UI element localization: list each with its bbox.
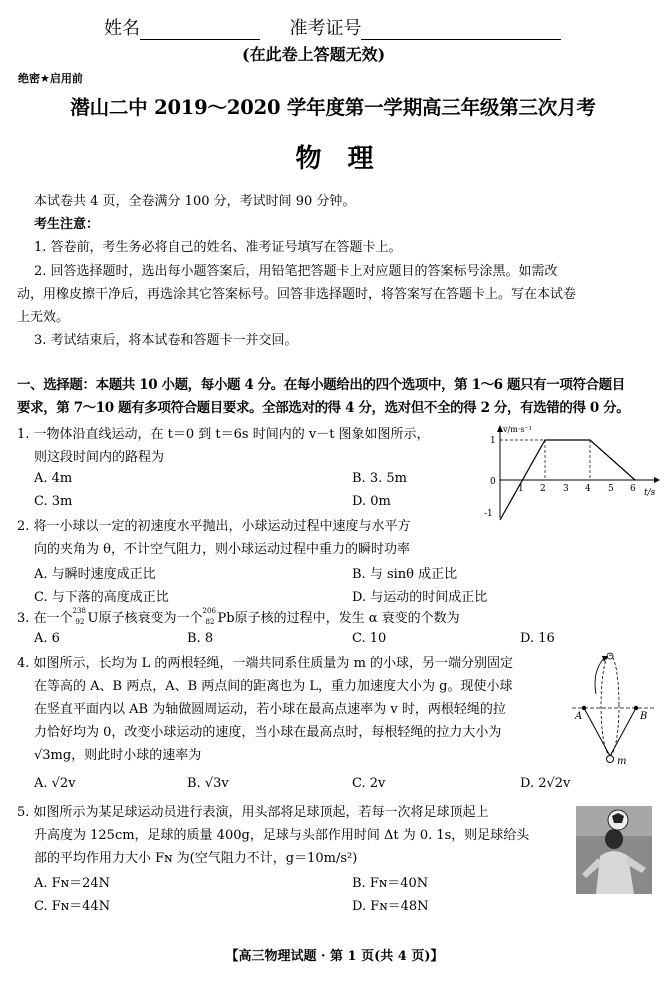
exam-title: 潜山二中 2019～2020 学年度第一学期高三年级第三次月考: [70, 96, 596, 119]
ball-m: [607, 756, 614, 763]
u-symbol: U: [87, 611, 99, 626]
uranium-nuclide-indices: [72, 606, 88, 626]
q3-stem: [17, 607, 460, 630]
q3-stem-part-1: 3. 在一个: [17, 611, 73, 626]
pb-atomic-number: 82: [205, 617, 215, 626]
q5-option-d: D. Fɴ＝48N: [352, 899, 429, 914]
q4-stem-line-1: 4. 如图所示，长均为 L 的两根轻绳，一端共同系住质量为 m 的小球，另一端分别固定: [17, 656, 514, 671]
q3-option-d: D. 16: [520, 631, 555, 646]
u-atomic-number: 92: [75, 617, 85, 626]
q2-option-a: A. 与瞬时速度成正比: [34, 567, 156, 582]
q4-option-d: D. 2√2v: [520, 776, 571, 791]
rope-a: [584, 708, 610, 756]
q1-option-b: B. 3. 5m: [352, 471, 407, 486]
pb-mass-number: 206: [202, 606, 216, 615]
u-mass-number: 238: [72, 606, 86, 615]
q4-stem-line-3: 在竖直平面内以 AB 为轴做圆周运动，若小球在最高点速率为 v 时，两根轻绳的拉: [34, 702, 506, 717]
section-1-line-1: 一、选择题：本题共 10 小题，每小题 4 分。在每小题给出的四个选项中，第 1～6 题只有一项符合题目: [17, 377, 625, 393]
q5-option-b: B. Fɴ＝40N: [352, 876, 429, 891]
x-tick-6: 6: [630, 484, 636, 494]
label-a: A: [575, 711, 583, 722]
y-tick-minus-1: -1: [484, 509, 493, 519]
circular-path: [601, 655, 619, 755]
q2-stem-line-1: 2. 将一小球以一定的初速度水平抛出，小球运动过程中速度与水平方: [17, 519, 411, 534]
q4-option-a: A. √2v: [34, 776, 76, 791]
q5-option-c: C. Fɴ＝44N: [34, 899, 111, 914]
q4-stem-line-5: √3mg，则此时小球的速率为: [34, 748, 202, 763]
x-tick-3: 3: [563, 484, 569, 494]
q4-stem-line-2: 在等高的 A、B 两点，A、B 两点间的距离也为 L，重力加速度大小为 g。现使小球: [34, 679, 513, 694]
q3-stem-part-3: 原子核的过程中，发生 α 衰变的个数为: [234, 611, 460, 626]
y-tick-0: 0: [490, 477, 496, 487]
q5-option-a: A. Fɴ＝24N: [34, 876, 110, 891]
page-footer: 【高三物理试题 · 第 1 页(共 4 页)】: [225, 949, 444, 964]
name-label: 姓名: [104, 18, 140, 39]
y-tick-1: 1: [490, 436, 496, 446]
exam-no-blank: [361, 19, 561, 40]
q2-stem-line-2: 向的夹角为 θ，不计空气阻力，则小球运动过程中重力的瞬时功率: [34, 542, 410, 557]
x-tick-2: 2: [540, 484, 546, 494]
q5-stem-line-1: 5. 如图所示为某足球运动员进行表演，用头部将足球顶起，若每一次将足球顶起上: [17, 805, 489, 820]
pb-symbol: Pb: [217, 611, 235, 626]
label-m: m: [617, 756, 627, 767]
q1-option-c: C. 3m: [34, 494, 73, 509]
lead-nuclide-indices: [202, 606, 218, 626]
exam-no-label: 准考证号: [289, 18, 362, 39]
q1-vt-graph: [478, 420, 664, 522]
q3-option-a: A. 6: [34, 631, 60, 646]
q3-option-c: C. 10: [352, 631, 387, 646]
q1-option-d: D. 0m: [352, 494, 391, 509]
label-b: B: [640, 711, 648, 722]
instruction-item-2-line3: 上无效。: [17, 310, 70, 325]
name-blank: [140, 19, 260, 40]
rope-b: [610, 708, 636, 756]
q5-stem-line-3: 部的平均作用力大小 Fɴ 为(空气阻力不计，g＝10m/s²): [34, 851, 358, 866]
notice-title: 考生注意：: [34, 217, 100, 232]
player-head: [605, 829, 623, 849]
q1-stem-line-2: 则这段时间内的路程为: [34, 450, 165, 465]
q3-option-b: B. 8: [187, 631, 214, 646]
candidate-info-line: [104, 14, 561, 40]
q3-stem-part-2: 原子核衰变为一个: [98, 611, 203, 626]
x-tick-5: 5: [608, 484, 614, 494]
q5-stem-line-2: 升高度为 125cm，足球的质量 400g，足球与头部作用时间 Δt 为 0. 1s，则足球给头: [34, 828, 530, 843]
q2-option-c: C. 与下落的高度成正比: [34, 590, 169, 605]
secret-label: 绝密★启用前: [18, 72, 83, 85]
instruction-item-3: 3. 考试结束后，将本试卷和答题卡一并交回。: [34, 333, 298, 348]
instruction-item-1: 1. 答卷前，考生务必将自己的姓名、准考证号填写在答题卡上。: [34, 240, 402, 255]
y-axis-label: v/m·s⁻¹: [503, 425, 532, 434]
q5-football-player-photo: [576, 806, 652, 894]
q4-rope-ball-figure: [572, 650, 660, 770]
subject-title: 物 理: [295, 144, 374, 174]
instruction-item-2-line2: 动，用橡皮擦干净后，再选涂其它答案标号。回答非选择题时，将答案写在答题卡上。写在本试卷: [17, 287, 577, 302]
invalid-note: (在此卷上答题无效): [242, 45, 386, 64]
q2-option-b: B. 与 sinθ 成正比: [352, 567, 458, 582]
x-axis-label: t/s: [644, 488, 656, 498]
q2-option-d: D. 与运动的时间成正比: [352, 590, 488, 605]
instructions-intro: 本试卷共 4 页，全卷满分 100 分，考试时间 90 分钟。: [34, 194, 356, 209]
x-axis-arrow: [654, 477, 660, 483]
q1-option-a: A. 4m: [34, 471, 73, 486]
q4-option-b: B. √3v: [187, 776, 229, 791]
section-1-line-2: 要求，第 7～10 题有多项符合题目要求。全部选对的得 4 分，选对但不全的得 2 分，有选错的得 0 分。: [17, 400, 630, 416]
q1-stem-line-1: 1. 一物体沿直线运动，在 t＝0 到 t＝6s 时间内的 v－t 图象如图所示，: [17, 427, 430, 442]
x-tick-4: 4: [585, 484, 591, 494]
instruction-item-2-line1: 2. 回答选择题时，选出每小题答案后，用铅笔把答题卡上对应题目的答案标号涂黑。如需改: [34, 264, 558, 279]
x-tick-1: 1: [518, 484, 524, 494]
q4-option-c: C. 2v: [352, 776, 386, 791]
q4-stem-line-4: 力恰好均为 0，改变小球运动的速度，当小球在最高点时，每根轻绳的拉力大小为: [34, 725, 502, 740]
